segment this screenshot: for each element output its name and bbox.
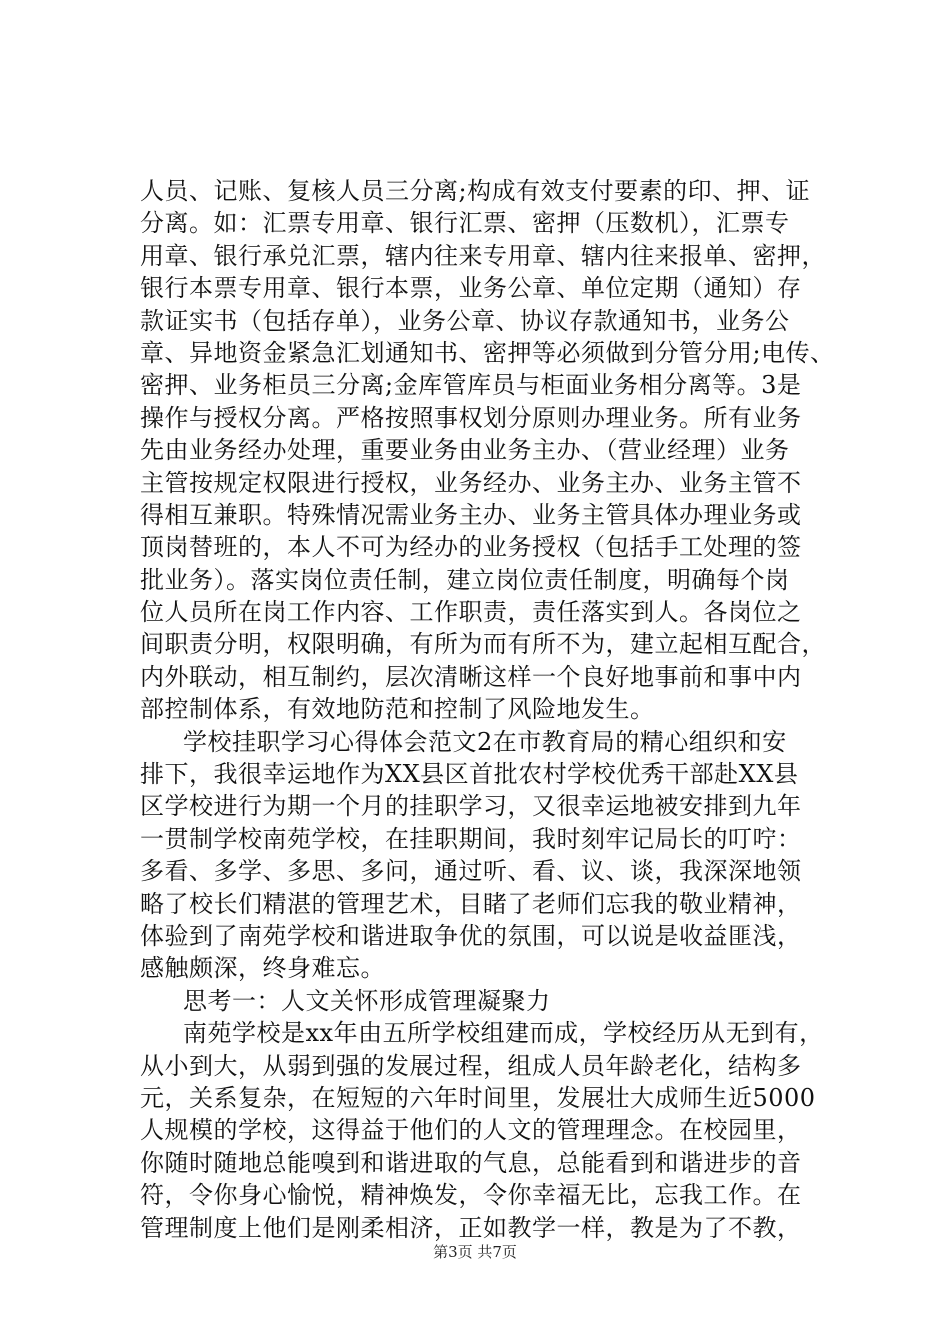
- text-line: 略了校长们精湛的管理艺术，目睹了老师们忘我的敬业精神，: [140, 889, 802, 918]
- text-line: 部控制体系，有效地防范和控制了风险地发生。: [140, 695, 655, 724]
- text-line: 体验到了南苑学校和谐进取争优的氛围，可以说是收益匪浅，: [140, 921, 802, 950]
- text-line: 人规模的学校，这得益于他们的人文的管理理念。在校园里，: [140, 1116, 802, 1145]
- text-line: 管理制度上他们是刚柔相济，正如教学一样，教是为了不教，: [140, 1213, 802, 1242]
- text-line: 先由业务经办处理，重要业务由业务主办、（营业经理）业务: [140, 436, 790, 465]
- text-line: 银行本票专用章、银行本票，业务公章、单位定期（通知）存: [140, 274, 802, 303]
- text-line: 密押、业务柜员三分离;金库管库员与柜面业务相分离等。3是: [140, 371, 802, 400]
- text-line: 位人员所在岗工作内容、工作职责，责任落实到人。各岗位之: [140, 598, 802, 627]
- text-line: 人员、记账、复核人员三分离;构成有效支付要素的印、押、证: [140, 177, 811, 205]
- text-line: 区学校进行为期一个月的挂职学习，又很幸运地被安排到九年: [140, 792, 802, 821]
- text-line: 款证实书（包括存单），业务公章、协议存款通知书，业务公: [140, 306, 790, 335]
- paragraph-start: 学校挂职学习心得体会范文2在市教育局的精心组织和安: [183, 727, 787, 756]
- text-line: 顶岗替班的，本人不可为经办的业务授权（包括手工处理的签: [140, 533, 802, 562]
- text-line: 操作与授权分离。严格按照事权划分原则办理业务。所有业务: [140, 403, 802, 432]
- text-line: 主管按规定权限进行授权，业务经办、业务主办、业务主管不: [140, 468, 802, 497]
- text-line: 用章、银行承兑汇票，辖内往来专用章、辖内往来报单、密押，: [140, 241, 826, 270]
- text-line: 分离。如：汇票专用章、银行汇票、密押（压数机），汇票专: [140, 209, 790, 238]
- text-line: 多看、多学、多思、多问，通过听、看、议、谈，我深深地领: [140, 857, 802, 886]
- text-line: 从小到大，从弱到强的发展过程，组成人员年龄老化，结构多: [140, 1051, 802, 1080]
- text-line: 一贯制学校南苑学校，在挂职期间，我时刻牢记局长的叮咛：: [140, 824, 802, 853]
- text-line: 符，令你身心愉悦，精神焕发，令你幸福无比，忘我工作。在: [140, 1181, 802, 1210]
- page-footer: 第3页 共7页: [433, 1243, 517, 1261]
- text-line: 章、异地资金紧急汇划通知书、密押等必须做到分管分用;电传、: [140, 338, 835, 367]
- text-line: 得相互兼职。特殊情况需业务主办、业务主管具体办理业务或: [140, 500, 802, 529]
- text-line: 元，关系复杂，在短短的六年时间里，发展壮大成师生近5000: [140, 1083, 816, 1112]
- text-line: 你随时随地总能嗅到和谐进取的气息，总能看到和谐进步的音: [140, 1148, 802, 1177]
- text-line: 内外联动，相互制约，层次清晰这样一个良好地事前和事中内: [140, 662, 802, 691]
- document-body: [140, 175, 840, 1244]
- paragraph-start: 南苑学校是xx年由五所学校组建而成，学校经历从无到有，: [183, 1019, 824, 1048]
- text-line: 排下，我很幸运地作为XX县区首批农村学校优秀干部赴XX县: [140, 760, 799, 789]
- text-line: 批业务）。落实岗位责任制，建立岗位责任制度，明确每个岗: [140, 565, 790, 594]
- section-heading: 思考一：人文关怀形成管理凝聚力: [183, 986, 551, 1015]
- text-line: 感触颇深，终身难忘。: [140, 954, 385, 983]
- text-line: 间职责分明，权限明确，有所为而有所不为，建立起相互配合，: [140, 630, 826, 659]
